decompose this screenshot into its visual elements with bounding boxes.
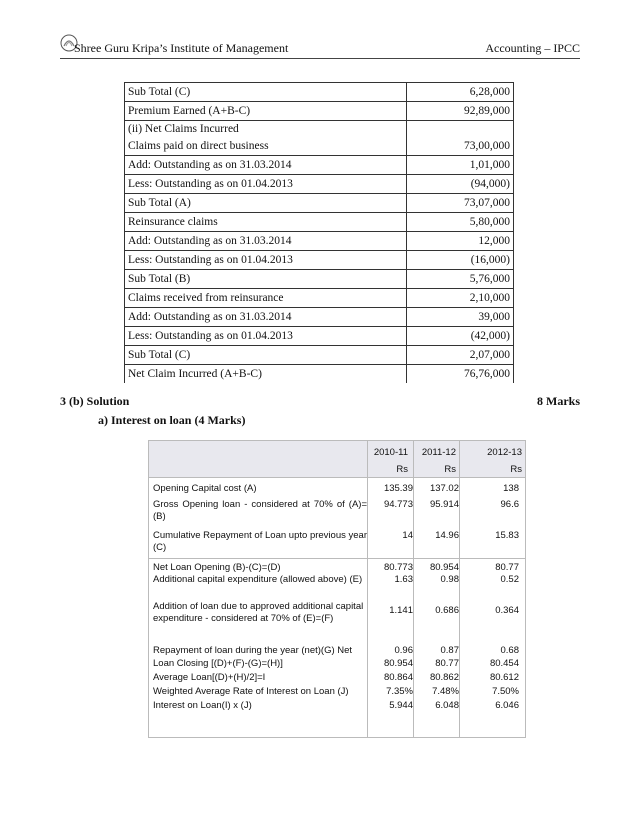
interest-on-loan-table [148, 440, 526, 738]
row-label: Premium Earned (A+B-C) [125, 102, 407, 121]
table-row [125, 365, 514, 384]
table-row [125, 156, 514, 175]
row-label: Sub Total (C) [125, 83, 407, 102]
year-label: 2012-13 [487, 447, 522, 458]
row-label: Net Claim Incurred (A+B-C) [125, 365, 407, 384]
table-block [148, 478, 526, 558]
row-value: 80.612 [489, 672, 519, 683]
row-value: 80.454 [489, 658, 519, 669]
row-amount: 73,07,000 [407, 194, 514, 213]
year-col-2 [413, 441, 460, 477]
row-value: 0.52 [500, 574, 519, 585]
row-label: Add: Outstanding as on 31.03.2014 [125, 156, 407, 175]
unit-label: Rs [396, 464, 408, 475]
row-value: 80.862 [429, 672, 459, 683]
row-value: 80.954 [429, 562, 459, 573]
row-label: Net Loan Opening (B)-(C)=(D) [153, 562, 281, 573]
row-value: 14.96 [435, 530, 459, 541]
row-label: Sub Total (A) [125, 194, 407, 213]
row-value: 0.87 [440, 645, 459, 656]
row-label: Weighted Average Rate of Interest on Loan (J) [153, 686, 349, 697]
row-value: 95.914 [429, 499, 459, 510]
row-value: 7.35% [386, 686, 413, 697]
row-value: 80.864 [383, 672, 413, 683]
row-value: 1.63 [394, 574, 413, 585]
row-label: Add: Outstanding as on 31.03.2014 [125, 232, 407, 251]
section-marks: 8 Marks [537, 394, 580, 408]
row-label: Reinsurance claims [125, 213, 407, 232]
row-value: 94.773 [383, 499, 413, 510]
table-row [125, 308, 514, 327]
row-label: Add: Outstanding as on 31.03.2014 [125, 308, 407, 327]
subject-name: Accounting – IPCC [485, 41, 580, 55]
row-amount: 5,80,000 [407, 213, 514, 232]
row-amount: 92,89,000 [407, 102, 514, 121]
row-label: Loan Closing [(D)+(F)-(G)=(H)] [153, 658, 283, 669]
row-value: 5.944 [389, 700, 413, 711]
row-label: Cumulative Repayment of Loan upto previous year (C) [153, 530, 367, 553]
table-row [125, 270, 514, 289]
row-label: Interest on Loan(I) x (J) [153, 700, 252, 711]
table-row [125, 232, 514, 251]
section-heading [60, 394, 580, 409]
page-header [60, 36, 580, 59]
row-amount: 73,00,000 [407, 137, 514, 156]
unit-label: Rs [444, 464, 456, 475]
row-value: 6.048 [435, 700, 459, 711]
table-row [125, 289, 514, 308]
row-label: Claims received from reinsurance [125, 289, 407, 308]
row-amount: 6,28,000 [407, 83, 514, 102]
row-label: Less: Outstanding as on 01.04.2013 [125, 251, 407, 270]
row-amount: 1,01,000 [407, 156, 514, 175]
row-amount: 2,10,000 [407, 289, 514, 308]
table-row [125, 251, 514, 270]
row-amount: 76,76,000 [407, 365, 514, 384]
table-row [125, 346, 514, 365]
row-amount: 39,000 [407, 308, 514, 327]
row-value: 137.02 [429, 483, 459, 494]
row-amount: 12,000 [407, 232, 514, 251]
row-value: 80.77 [435, 658, 459, 669]
table-row [125, 102, 514, 121]
table-row [125, 194, 514, 213]
institute-name: Shree Guru Kripa’s Institute of Management [74, 41, 289, 55]
row-value: 0.364 [495, 605, 519, 616]
row-amount: (16,000) [407, 251, 514, 270]
row-label: Addition of loan due to approved additional capital expenditure - considered at 70% of (E)=(F) [153, 601, 364, 624]
row-value: 0.96 [394, 645, 413, 656]
year-label: 2011-12 [421, 447, 456, 458]
table-row [125, 121, 514, 138]
claims-table [124, 82, 514, 383]
row-value: 7.48% [432, 686, 459, 697]
row-label: Average Loan[(D)+(H)/2]=I [153, 672, 266, 683]
row-value: 0.686 [435, 605, 459, 616]
table-block [148, 558, 526, 738]
row-value: 80.954 [383, 658, 413, 669]
year-col-3 [459, 441, 526, 477]
year-col-1 [367, 441, 412, 477]
row-value: 14 [402, 530, 413, 541]
sub-heading: a) Interest on loan (4 Marks) [98, 413, 246, 427]
row-label: (ii) Net Claims Incurred [125, 121, 407, 138]
row-value: 80.77 [495, 562, 519, 573]
table-row [125, 137, 514, 156]
section-title: 3 (b) Solution [60, 394, 130, 408]
row-value: 7.50% [492, 686, 519, 697]
row-value: 80.773 [383, 562, 413, 573]
row-label: Claims paid on direct business [125, 137, 407, 156]
table-row [125, 327, 514, 346]
row-label: Additional capital expenditure (allowed above) (E) [153, 574, 363, 585]
table-row [125, 83, 514, 102]
row-value: 1.141 [389, 605, 413, 616]
row-value: 138 [503, 483, 519, 494]
row-label: Less: Outstanding as on 01.04.2013 [125, 327, 407, 346]
row-amount [407, 121, 514, 138]
table-row [125, 175, 514, 194]
row-amount: (94,000) [407, 175, 514, 194]
row-value: 0.98 [440, 574, 459, 585]
row-value: 15.83 [495, 530, 519, 541]
row-label: Gross Opening loan - considered at 70% of (A)=(B) [153, 499, 367, 522]
row-value: 135.39 [383, 483, 413, 494]
row-label: Less: Outstanding as on 01.04.2013 [125, 175, 407, 194]
row-value: 6.046 [495, 700, 519, 711]
unit-label: Rs [510, 464, 522, 475]
row-amount: (42,000) [407, 327, 514, 346]
row-amount: 2,07,000 [407, 346, 514, 365]
year-label: 2010-11 [373, 447, 408, 458]
row-amount: 5,76,000 [407, 270, 514, 289]
row-value: 96.6 [500, 499, 519, 510]
row-label: Sub Total (C) [125, 346, 407, 365]
table-row [125, 213, 514, 232]
row-value: 0.68 [500, 645, 519, 656]
row-label: Sub Total (B) [125, 270, 407, 289]
table-header [148, 440, 526, 478]
row-label: Repayment of loan during the year (net)(G) Net [153, 645, 353, 656]
row-label: Opening Capital cost (A) [153, 483, 257, 494]
